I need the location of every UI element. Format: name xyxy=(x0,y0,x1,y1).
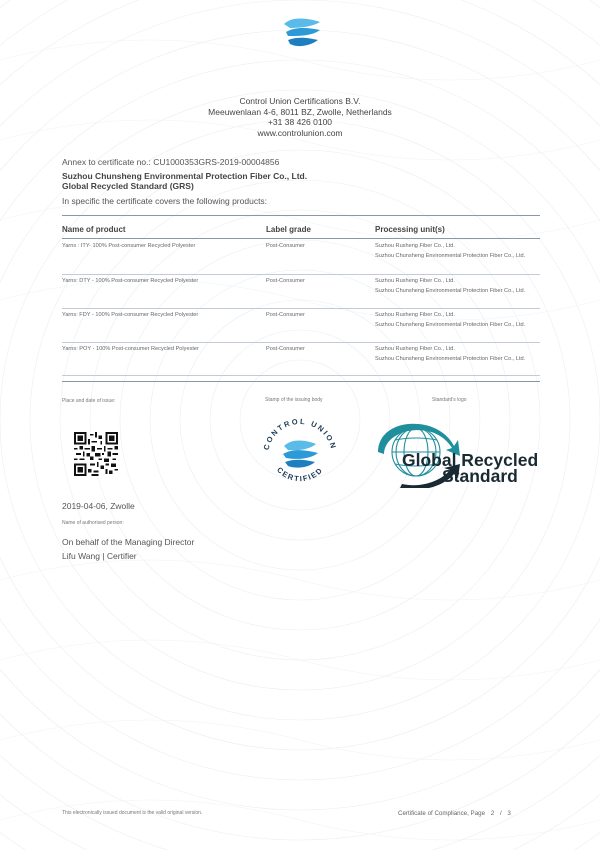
processing-units xyxy=(375,243,540,263)
label-grade: Post-Consumer xyxy=(266,278,305,284)
header-product: Name of product xyxy=(62,225,126,234)
product-name: Yarns : ITY- 100% Post-consumer Recycled Polyester xyxy=(62,243,196,249)
processing-unit: Suzhou Rusheng Fiber Co., Ltd. xyxy=(375,243,455,249)
svg-text:CERTIFIED xyxy=(275,465,325,483)
header-processing-units: Processing unit(s) xyxy=(375,225,445,234)
label-grade: Post-Consumer xyxy=(266,312,305,318)
standard-name: Global Recycled Standard (GRS) xyxy=(62,181,194,191)
table-top-rule xyxy=(62,215,540,216)
processing-units xyxy=(375,346,540,366)
qr-code-icon[interactable] xyxy=(74,432,118,476)
product-name: Yarns: FDY - 100% Post-consumer Recycled Polyester xyxy=(62,312,199,318)
table-bottom-rule xyxy=(62,381,540,382)
processing-units xyxy=(375,312,540,332)
processing-unit: Suzhou Chunsheng Environmental Protection Fiber Co., Ltd. xyxy=(375,355,526,362)
stamp-bottom-text: CERTIFIED xyxy=(275,465,325,484)
issuer-name: Control Union Certifications B.V. xyxy=(239,96,361,106)
on-behalf-text: On behalf of the Managing Director xyxy=(62,537,195,547)
page-indicator xyxy=(398,810,515,817)
standard-logo-caption: Standard's logo xyxy=(432,397,467,403)
control-union-logo-icon xyxy=(280,14,324,50)
product-name: Yarns: POY - 100% Post-consumer Recycled Polyester xyxy=(62,346,199,352)
place-date-caption: Place and date of issue: xyxy=(62,398,116,404)
stamp-caption: Stamp of the issuing body xyxy=(265,397,323,403)
table-row xyxy=(62,308,540,343)
control-union-stamp xyxy=(258,416,342,492)
table-row xyxy=(62,342,540,376)
page-number: 2 xyxy=(490,810,495,817)
intro-text: In specific the certificate covers the following products: xyxy=(62,196,268,206)
footer-note: This electronically issued document is the valid original version. xyxy=(62,810,203,816)
grs-line2: Standard xyxy=(442,466,518,486)
issuer-website[interactable]: www.controlunion.com xyxy=(257,127,343,138)
global-recycled-standard-logo xyxy=(372,418,542,488)
processing-unit: Suzhou Chunsheng Environmental Protection Fiber Co., Ltd. xyxy=(375,321,526,328)
page-label: Certificate of Compliance, Page xyxy=(398,810,486,817)
processing-unit: Suzhou Rusheng Fiber Co., Ltd. xyxy=(375,312,455,318)
authorised-person-label: Name of authorised person: xyxy=(62,520,124,526)
processing-unit: Suzhou Chunsheng Environmental Protection Fiber Co., Ltd. xyxy=(375,252,526,259)
processing-unit: Suzhou Rusheng Fiber Co., Ltd. xyxy=(375,278,455,284)
header-label-grade: Label grade xyxy=(266,225,311,234)
label-grade: Post-Consumer xyxy=(266,243,305,249)
page-total: 3 xyxy=(507,810,511,817)
table-row xyxy=(62,274,540,309)
label-grade: Post-Consumer xyxy=(266,346,305,352)
table-row xyxy=(62,239,540,275)
company-block xyxy=(62,171,307,191)
stamp-top-text: CONTROL UNION xyxy=(261,416,339,452)
signer-name: Lifu Wang | Certifier xyxy=(62,551,137,561)
product-name: Yarns: DTY - 100% Post-consumer Recycled Polyester xyxy=(62,278,199,284)
annex-certificate-number: Annex to certificate no.: CU1000353GRS-2019-00004856 xyxy=(62,157,280,167)
processing-units xyxy=(375,278,540,298)
issuer-phone: +31 38 426 0100 xyxy=(267,117,333,127)
grs-line1: Global Recycled xyxy=(402,450,539,470)
stamp-wave-icon xyxy=(283,441,318,468)
issuer-block xyxy=(0,96,600,138)
issuer-address: Meeuwenlaan 4-6, 8011 BZ, Zwolle, Netherlands xyxy=(208,106,392,117)
page-separator: / xyxy=(499,810,502,817)
processing-unit: Suzhou Rusheng Fiber Co., Ltd. xyxy=(375,346,455,352)
place-date-value: 2019-04-06, Zwolle xyxy=(62,501,135,511)
processing-unit: Suzhou Chunsheng Environmental Protection Fiber Co., Ltd. xyxy=(375,287,526,294)
company-name: Suzhou Chunsheng Environmental Protection Fiber Co., Ltd. xyxy=(62,171,308,181)
